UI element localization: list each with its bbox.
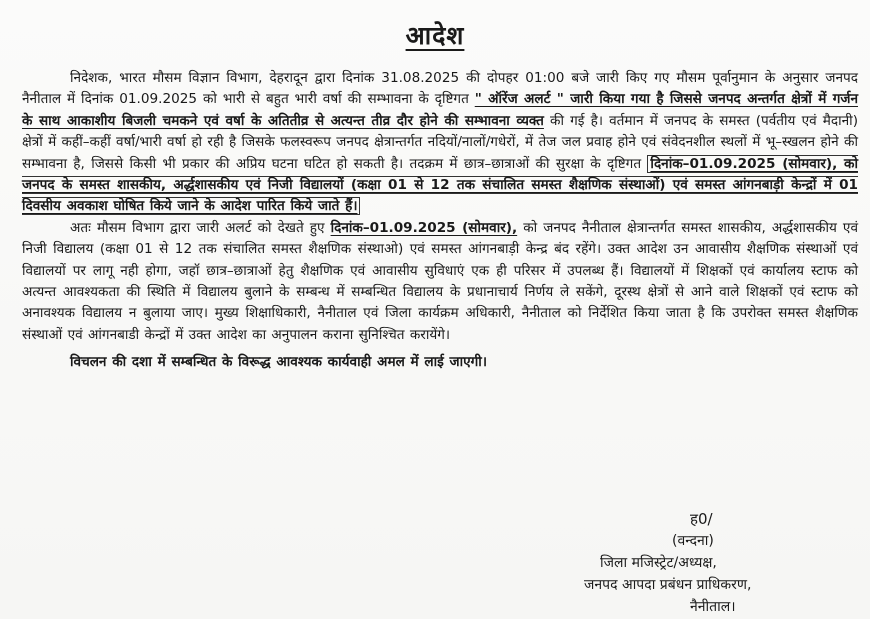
order-title — [0, 18, 870, 52]
warning-line: विचलन की दशा में सम्बन्धित के विरूद्ध आवश्यक कार्यवाही अमल में लाई जाएगी। — [70, 354, 487, 371]
order-body — [22, 68, 858, 374]
holiday-order-text: दिनांक–01.09.2025 (सोमवार), को जनपद के समस्त शासकीय, अर्द्धशासकीय एवं निजी विद्यालयों (कक्षा 01 से 12 तक संचालित समस्त शैक्षणिक संस्थाओं) एवं समस्त आंगनबाड़ी केन्द्रों में 01 दिवसीय अवकाश घोषित किये जाने के आदेश पारित किये जाते हैं। — [22, 155, 858, 215]
paragraph-1-mid: की गई है। वर्तमान में जनपद के समस्त (पर्वतीय एवं मैदानी) क्षेत्रों में कहीं–कहीं वर्षा/भारी वर्षा हो रही है जिसके फलस्वरूप जनपद क्षेत्रान्तर्गत नदियों/नालों/गधेरों, में तेज जल प्रवाह होने एवं संवेदनशील स्थलों में भू–स्खलन होने की सम्भावना है, जिससे किसी भी प्रकार की अप्रिय घटना घटित हो सकती है। तदक्रम में छात्र–छात्राओं की सुरक्षा के दृष्टिगत — [22, 112, 859, 172]
signature-block — [560, 508, 860, 618]
paragraph-2 — [22, 218, 858, 346]
signature-authority: जनपद आपदा प्रबंधन प्राधिकरण, — [584, 577, 752, 593]
signature-name: (वन्दना) — [672, 533, 714, 549]
paragraph-1 — [22, 68, 858, 218]
paragraph-1-intro: निदेशक, भारत मौसम विज्ञान विभाग, देहरादून द्वारा दिनांक 31.08.2025 की दोपहर 01:00 बजे जारी किए गए मौसम पूर्वानुमान के अनुसार जनपद नैनीताल में दिनांक 01.09.2025 को भारी से बहुत भारी वर्षा की सम्भावना के दृष्टिगत — [22, 70, 858, 108]
signature-sign: ह0/ — [690, 510, 713, 528]
paragraph-2-intro: अतः मौसम विभाग द्वारा जारी अलर्ट को देखते हुए — [70, 219, 331, 236]
orange-alert-text: " ऑरेंज अलर्ट " जारी किया गया है जिससे जनपद अन्तर्गत क्षेत्रों में गर्जन के साथ आकाशीय बिजली चमकने एवं वर्षा के अतितीव्र से अत्यन्त तीव्र दौर होने की सम्भावना व्यक्त — [22, 91, 858, 129]
paragraph-2-date: दिनांक–01.09.2025 (सोमवार), — [330, 219, 518, 236]
paragraph-2-rest: को जनपद नैनीताल क्षेत्रान्तर्गत समस्त शासकीय, अर्द्धशासकीय एवं निजी विद्यालय (कक्षा 01 से 12 तक संचालित समस्त शैक्षणिक संस्थाओ) एवं समस्त आंगनबाड़ी केन्द्र बंद रहेंगे। उक्त आदेश उन आवासीय शैक्षणिक संस्थाओं एवं विद्यालयों पर लागू नही होगा, जहॉ छात्र–छात्राओं हेतु शैक्षणिक एवं आवासीय सुविधाएं एक ही परिसर में उपलब्ध हैं। विद्यालयों में शिक्षकों एवं कार्यालय स्टाफ को अत्यन्त आवश्यकता की स्थिति में विद्यालय बुलाने के सम्बन्ध में सम्बन्धित विद्यालय के प्रधानाचार्य निर्णय ले सकेंगे, दूरस्थ क्षेत्रों से आने वाले शिक्षकों एवं स्टाफ को अनावश्यक विद्यालय न बुलाया जाए। मुख्य शिक्षाधिकारी, नैनीताल एवं जिला कार्यक्रम अधिकारी, नैनीताल को निर्देशित किया जाता है कि उपरोक्त समस्त शैक्षणिक संस्थाओं एवं आंगनबाडी केन्द्रों में उक्त आदेश का अनुपालन कराना सुनिश्चित करायेंगे। — [22, 219, 859, 343]
signature-place: नैनीताल। — [690, 599, 736, 615]
order-title-text: आदेश — [405, 21, 465, 50]
signature-designation: जिला मजिस्ट्रेट/अध्यक्ष, — [600, 555, 717, 571]
